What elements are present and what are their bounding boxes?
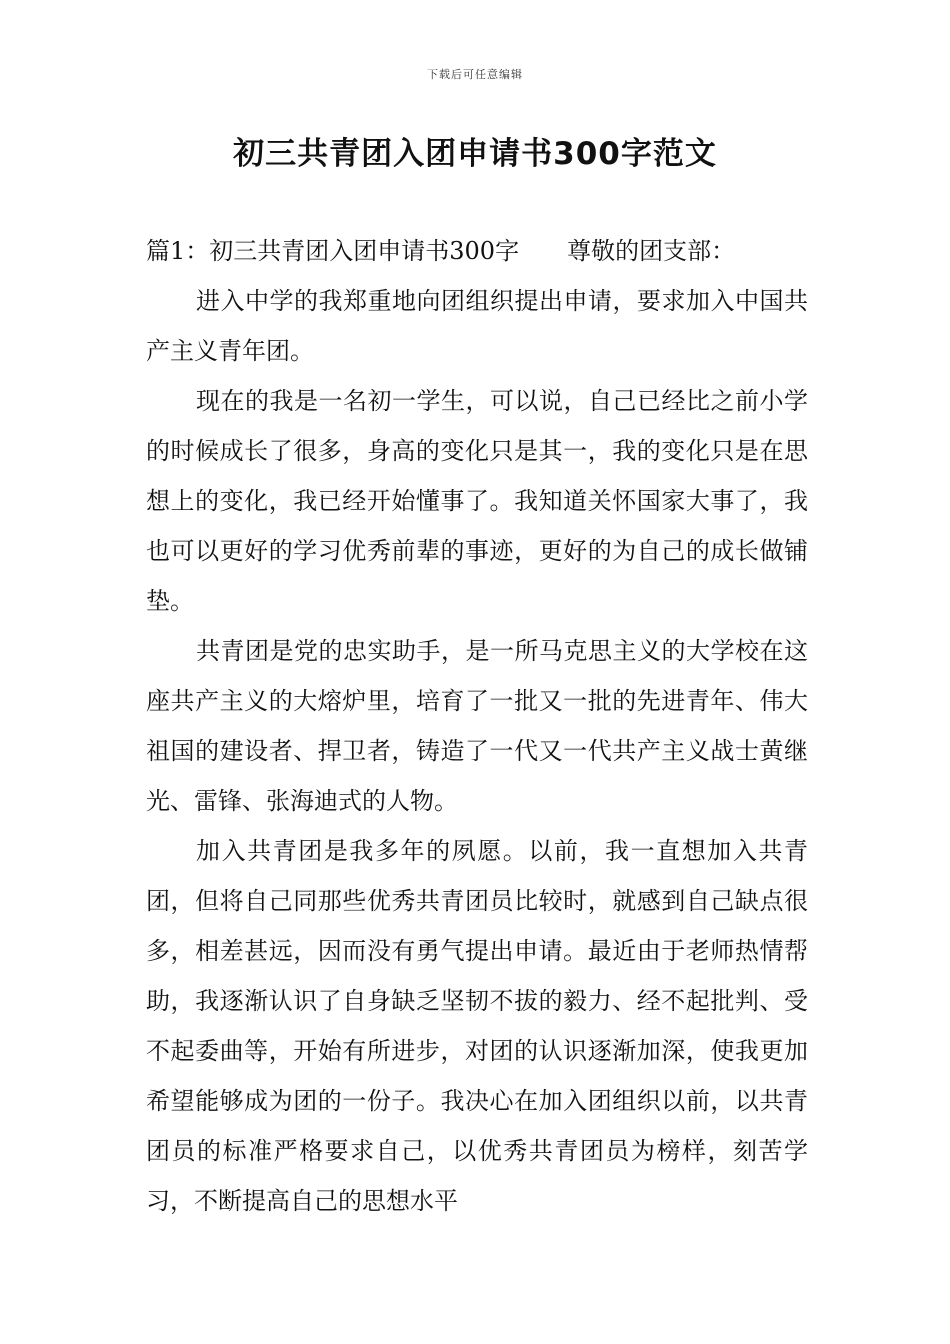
document-body: [146, 226, 808, 1226]
document-title: 初三共青团入团申请书300字范文: [233, 136, 717, 172]
section-heading-line: [146, 226, 808, 276]
header-note: 下载后可任意编辑: [427, 68, 523, 81]
paragraph-3: 共青团是党的忠实助手，是一所马克思主义的大学校在这座共产主义的大熔炉里，培育了一批又一批的先进青年、伟大祖国的建设者、捍卫者，铸造了一代又一代共产主义战士黄继光、雷锋、张海迪式的人物。: [146, 637, 808, 815]
paragraph-1: 进入中学的我郑重地向团组织提出申请，要求加入中国共产主义青年团。: [146, 287, 808, 365]
section-label: 篇1：初三共青团入团申请书300字: [146, 237, 520, 265]
paragraph-2: 现在的我是一名初一学生，可以说，自己已经比之前小学的时候成长了很多，身高的变化只是其一，我的变化只是在思想上的变化，我已经开始懂事了。我知道关怀国家大事了，我也可以更好的学习优秀前辈的事迹，更好的为自己的成长做铺垫。: [146, 387, 808, 615]
paragraph-4: 加入共青团是我多年的夙愿。以前，我一直想加入共青团，但将自己同那些优秀共青团员比较时，就感到自己缺点很多，相差甚远，因而没有勇气提出申请。最近由于老师热情帮助，我逐渐认识了自身缺乏坚韧不拔的毅力、经不起批判、受不起委曲等，开始有所进步，对团的认识逐渐加深，使我更加希望能够成为团的一份子。我决心在加入团组织以前，以共青团员的标准严格要求自己，以优秀共青团员为榜样，刻苦学习，不断提高自己的思想水平: [146, 837, 808, 1215]
salutation: 尊敬的团支部：: [567, 237, 736, 265]
